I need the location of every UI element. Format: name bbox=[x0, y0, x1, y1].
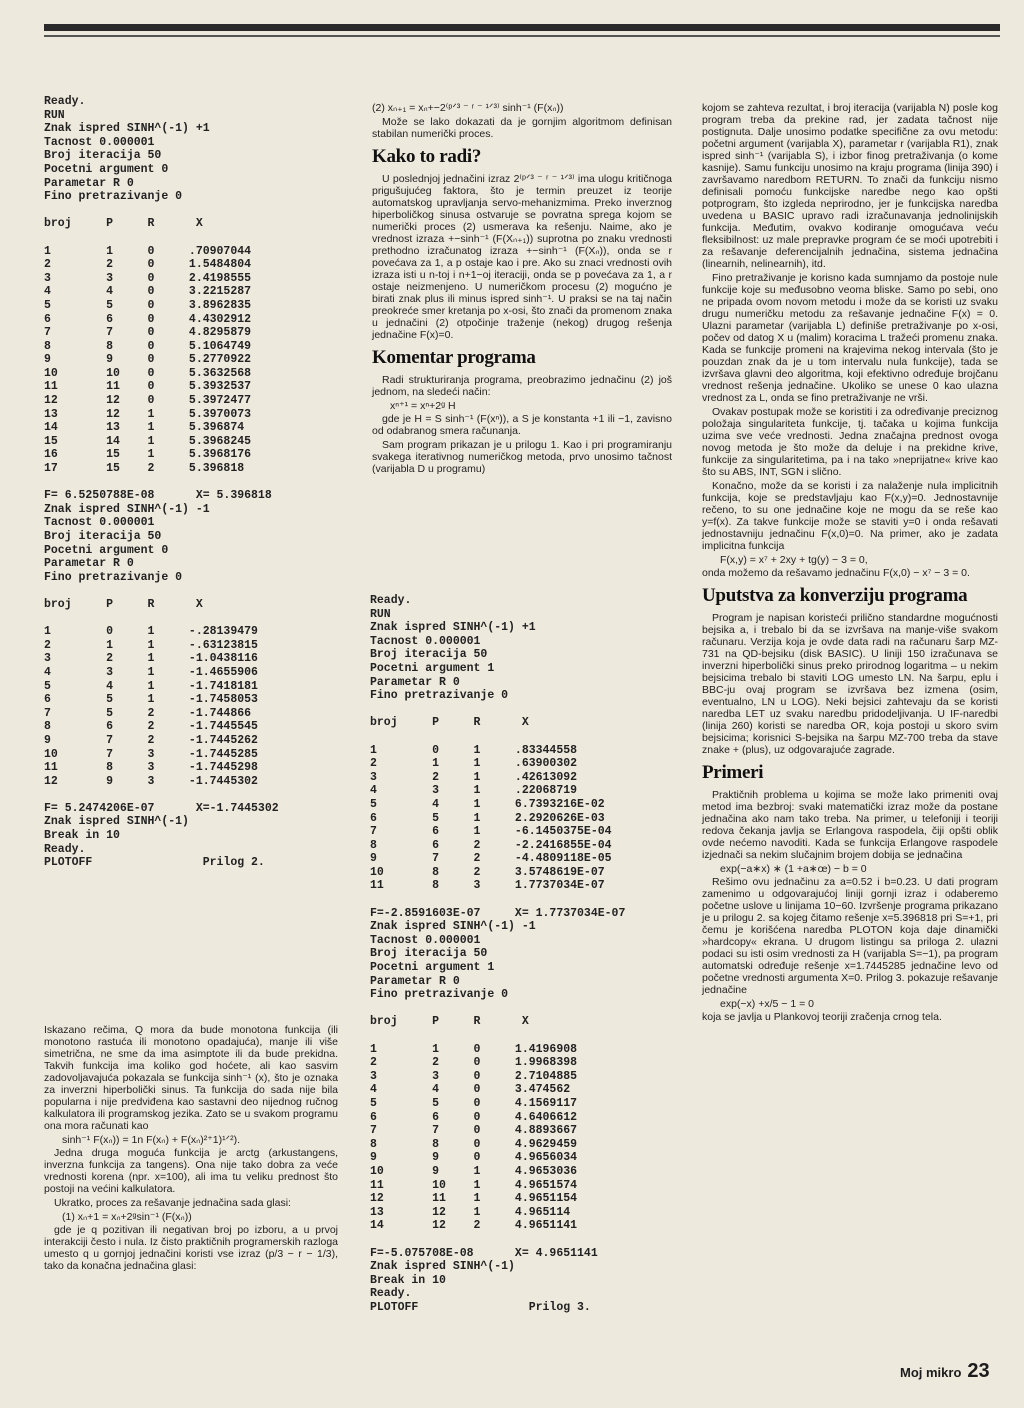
listing-line: Parametar R 0 bbox=[370, 974, 460, 988]
listing-line bbox=[44, 788, 344, 802]
listing-line: 4 3 1 .22068719 bbox=[370, 784, 578, 798]
listing-line: Ready. bbox=[370, 594, 412, 607]
listing-line: 7 6 1 -6.1450375E-04 bbox=[370, 825, 612, 839]
listing-line: 12 9 3 -1.7445302 bbox=[44, 774, 258, 788]
listing-line: 1 1 0 .70907044 bbox=[44, 244, 252, 258]
listing-line: 12 11 1 4.9651154 bbox=[370, 1192, 578, 1206]
listing-line: Broj iteracija 50 bbox=[370, 947, 488, 961]
listing-line: 9 7 2 -1.7445262 bbox=[44, 733, 258, 747]
listing-line: broj P R X bbox=[370, 1015, 529, 1029]
listing-line: Break in 10 bbox=[370, 1273, 446, 1287]
page-number: 23 bbox=[967, 1360, 990, 1382]
listing-line: 1 1 0 1.4196908 bbox=[370, 1042, 578, 1056]
listing-line bbox=[44, 204, 344, 218]
listing-line: 2 1 1 -.63123815 bbox=[44, 638, 258, 652]
listing-line: 5 4 1 6.7393216E-02 bbox=[370, 797, 605, 811]
listing-line: Tacnost 0.000001 bbox=[370, 933, 481, 947]
listing-line: Tacnost 0.000001 bbox=[44, 516, 155, 530]
listing-line: Pocetni argument 0 bbox=[44, 162, 169, 176]
listing-line: 7 7 0 4.8893667 bbox=[370, 1124, 578, 1138]
listing-line: 8 6 2 -1.7445545 bbox=[44, 720, 258, 734]
paragraph: gde je q pozitivan ili negativan broj po izboru, a u prvoj interakciji često i nula. Iz čisto praktičnih programerskih razloga umesto q u gornjoj jednačini koristi vse izraz (p/3 − r − 1/3), tako da konačna jednačina glasi: bbox=[44, 1224, 338, 1272]
listing-line bbox=[44, 476, 344, 490]
listing-line: 6 5 1 -1.7458053 bbox=[44, 693, 258, 707]
paragraph: Jedna druga moguća funkcija je arctg (arkustangens, inverzna funkcija za tangens). Ona nije tako dobra za veće vrednosti korena (npr. x=100), ali ima tu veliku prednost što postoji na većini kalkulatora. bbox=[44, 1147, 338, 1195]
paragraph: Rešimo ovu jednačinu za a=0.52 i b=0.23. U dati program zamenimo u odgovarajućoj liniji gornji izraz i odaberemo početne uslove u linijama 10−60. Izvršenje programa prikazano je u prilogu 2. sa kojeg čitamo rešenje x=5.396818 pri S=+1, pri čemu je korišćena naredba PLOTON koja daje dinamički »hardcopy« ekrana. U drugom listingu sa priloga 2. ulazni podaci su isti osim vrednosti za H (varijabla S=−1), pa program automatski određuje rešenje x=1.7445285 jednačine levo od početne vrednosti argumenta X=0. Prilog 3. pokazuje rešavanje jednačine bbox=[702, 876, 998, 996]
listing-line: 13 12 1 4.965114 bbox=[370, 1205, 571, 1219]
equation: (2) xₙ₊₁ = xₙ+−2⁽ᵖᐟ³ ⁻ ʳ ⁻ ¹ᐟ³⁾ sinh⁻¹ (F(xₙ)) bbox=[372, 102, 564, 114]
listing-line: 11 10 1 4.9651574 bbox=[370, 1178, 578, 1192]
listing-line: 17 15 2 5.396818 bbox=[44, 462, 245, 476]
listing-line: F= 6.5250788E-08 X= 5.396818 bbox=[44, 489, 272, 503]
listing-line: Fino pretrazivanje 0 bbox=[370, 988, 509, 1002]
listing-line: 4 4 0 3.474562 bbox=[370, 1083, 571, 1097]
listing-line: RUN bbox=[370, 607, 391, 621]
listing-line: Ready. bbox=[44, 95, 86, 108]
listing-line: Znak ispred SINH^(-1) bbox=[370, 1260, 515, 1274]
listing-line: Znak ispred SINH^(-1) +1 bbox=[44, 122, 210, 136]
listing-line: 9 7 2 -4.4809118E-05 bbox=[370, 852, 612, 866]
listing-line: Znak ispred SINH^(-1) -1 bbox=[370, 920, 536, 934]
equation: xⁿ⁺¹ = xⁿ+2ᵍ H bbox=[390, 400, 456, 412]
paragraph: onda možemo da rešavamo jednačinu F(x,0) − x⁷ − 3 = 0. bbox=[702, 567, 970, 579]
listing-line: Pocetni argument 1 bbox=[370, 661, 495, 675]
column-3-text bbox=[702, 102, 998, 1025]
listing-line: Tacnost 0.000001 bbox=[44, 135, 155, 149]
paragraph: kojom se zahteva rezultat, i broj iteracija (varijabla N) posle kog program treba da prekine rad, jer zadata tačnost nije postignuta. Dalje unosimo podatke specifične za ovu metodu: početni argument (varijabla X), parametar r (varijabla R1), znak ispred sinh⁻¹ (varijabla S), i izbor finog pretraživanja (o kome kasnije). Samu funkciju unosimo na kraju programa (linija 390) i završavamo naredbom RETURN. To znači da funkciju nismo definisali pomoću funkcijske naredbe nego kao opšti potprogram, što izgleda neprirodno, jer je funkcijska naredba uvedena u BASIC upravo radi izračunavanja jednolinijskih funkcija. Međutim, ovakvo kodiranje omogućava veću fleksibilnost: uz male prepravke program će se moći upotrebiti i za rešavanje deferencijalnih jednačina, sistema jednačina (linearnih, nelinearnih), itd. bbox=[702, 102, 998, 270]
listing-line: 11 11 0 5.3932537 bbox=[44, 380, 252, 394]
listing-line: 1 0 1 -.28139479 bbox=[44, 625, 258, 639]
paragraph: U poslednjoj jednačini izraz 2⁽ᵖᐟ³ ⁻ ʳ ⁻ ¹ᐟ³⁾ ima ulogu kritičnoga prigušujućeg faktora, što je termin preuzet iz teorije automatskog upravljanja servo-mehanizmima. Preko inverznog hiperboličkog sinusa ostvaruje se povratna sprega kojom se numerički proces (2) usmerava ka rešenju. Naime, ako je vrednost izraza +−sinh⁻¹ (F(Xₙ₊₁)) suprotna po znaku vrednosti prethodno izračunatog izraza +−sinh⁻¹ (F(Xₙ)), onda se r povećava za 1, a p ostaje kao i pre. Ako su znaci vrednosti ovih izraza isti u n-toj i n+1−oj iteraciji, onda se p povećava za 1, a r ostaje neizmenjeno. U numeričkom procesu (2) mogućno je birati znak plus ili minus ispred sinh⁻¹. U praksi se na taj način preokreće smer kretanja po x-osi, što znači da promenom znaka u jednačini (2) otpočinje traženje (nekog) drugog rešenja jednačine F(x)=0. bbox=[372, 173, 672, 341]
listing-line: Znak ispred SINH^(-1) bbox=[44, 815, 189, 829]
listing-line bbox=[370, 703, 670, 717]
listing-line: F=-2.8591603E-07 X= 1.7737034E-07 bbox=[370, 906, 626, 920]
listing-line: 4 4 0 3.2215287 bbox=[44, 285, 252, 299]
listing-line: Znak ispred SINH^(-1) -1 bbox=[44, 502, 210, 516]
column-2-text bbox=[372, 102, 672, 477]
listing-line: Parametar R 0 bbox=[370, 675, 460, 689]
column-1-text bbox=[44, 1024, 338, 1274]
equation: exp(−a∗x) ∗ (1 +a∗œ) − b = 0 bbox=[720, 863, 867, 875]
listing-line: Broj iteracija 50 bbox=[44, 149, 162, 163]
listing-line: PLOTOFF Prilog 3. bbox=[370, 1300, 591, 1314]
listing-line: 5 5 0 4.1569117 bbox=[370, 1096, 578, 1110]
listing-line: 12 12 0 5.3972477 bbox=[44, 394, 252, 408]
listing-line: 7 5 2 -1.744866 bbox=[44, 706, 252, 720]
listing-prilog-3 bbox=[370, 594, 670, 1314]
paragraph: Iskazano rečima, Q mora da bude monotona funkcija (ili monotono rastuća ili monotono opadajuća), manje ili više simetrična, ne sme da ima asimptote ili da bude prekidna. Takvih funkcija ima koliko god hoćete, ali kao sasvim zadovoljavajuća pokazala se funkcija sinh⁻¹ (x), što je oznaka za inverzni hiperbolički sinus. Ta funkcija do sada nije bila popularna i nije predviđena kao sastavni deo nijednog ručnog kalkulatora ili programskog jezika. Zato se u svakom programu ona mora računati kao bbox=[44, 1024, 338, 1132]
listing-line: 2 2 0 1.9968398 bbox=[370, 1056, 578, 1070]
listing-line: 6 5 1 2.2920626E-03 bbox=[370, 811, 605, 825]
listing-line bbox=[44, 231, 344, 245]
section-heading-komentar: Komentar programa bbox=[372, 347, 536, 368]
listing-line: 5 4 1 -1.7418181 bbox=[44, 679, 258, 693]
listing-line: Fino pretrazivanje 0 bbox=[44, 190, 183, 204]
listing-line: Parametar R 0 bbox=[44, 176, 134, 190]
listing-line: Parametar R 0 bbox=[44, 557, 134, 571]
section-heading-primeri: Primeri bbox=[702, 762, 764, 783]
listing-line: 14 13 1 5.396874 bbox=[44, 421, 245, 435]
listing-line: 14 12 2 4.9651141 bbox=[370, 1219, 578, 1233]
paragraph: Ukratko, proces za rešavanje jednačina sada glasi: bbox=[54, 1197, 291, 1209]
paragraph: Praktičnih problema u kojima se može lako primeniti ovaj metod ima bezbroj: svaki matematički izraz može da postane jednačina ako nam tako treba. Na primer, u telefoniji i teoriji redova čekanja javlja se Erlangova raspodela, čiji opšti oblik ovde nećemo navoditi. Kada se funkcija Erlangove raspodele izjednači sa nekim slučajnim brojem dobija se jednačina bbox=[702, 789, 998, 861]
listing-line: broj P R X bbox=[44, 217, 203, 231]
paragraph: Sam program prikazan je u prilogu 1. Kao i pri programiranju svakega iterativnog numeričkog metoda, prvo unosimo tačnost (varijabla D u programu) bbox=[372, 439, 672, 475]
paragraph: Može se lako dokazati da je gornjim algoritmom definisan stabilan numerički proces. bbox=[372, 116, 672, 140]
listing-line: Znak ispred SINH^(-1) +1 bbox=[370, 621, 536, 635]
listing-prilog-2 bbox=[44, 95, 344, 870]
listing-line: Ready. bbox=[44, 842, 86, 856]
listing-line: 2 2 0 1.5484804 bbox=[44, 258, 252, 272]
listing-line: 6 6 0 4.6406612 bbox=[370, 1110, 578, 1124]
listing-line: Broj iteracija 50 bbox=[44, 530, 162, 543]
equation: sinh⁻¹ F(xₙ)) = 1n F(xₙ) + F(xₙ)²⁺1)¹ᐟ²). bbox=[62, 1134, 240, 1146]
listing-line: 3 2 1 .42613092 bbox=[370, 770, 578, 784]
page-footer bbox=[900, 1360, 990, 1383]
listing-line: 6 6 0 4.4302912 bbox=[44, 312, 252, 326]
paragraph: Konačno, može da se koristi i za nalaženje nula implicitnih funkcija, koje se predstavljaju kao F(x,y)=0. Jednostavnije rečeno, to su one jednačine koje ne mogu da se reše kao y=f(x). Za takve funkcije može se staviti y=0 i onda rešavati jednostavniju jednačinu F(x,0)=0. Na primer, ako je zadata implicitna funkcija bbox=[702, 480, 998, 552]
listing-line: 9 9 0 4.9656034 bbox=[370, 1151, 578, 1165]
listing-line: Broj iteracija 50 bbox=[370, 648, 488, 662]
listing-line: F= 5.2474206E-07 X=-1.7445302 bbox=[44, 801, 279, 815]
listing-line bbox=[370, 730, 670, 744]
listing-line: 8 8 0 4.9629459 bbox=[370, 1137, 578, 1151]
listing-line: 3 3 0 2.7104885 bbox=[370, 1069, 578, 1083]
listing-line: 2 1 1 .63900302 bbox=[370, 757, 578, 771]
listing-line: 9 9 0 5.2770922 bbox=[44, 353, 252, 367]
equation: exp(−x) +x/5 − 1 = 0 bbox=[720, 998, 814, 1010]
listing-line: 3 3 0 2.4198555 bbox=[44, 271, 252, 285]
header-rule bbox=[44, 24, 1000, 31]
magazine-name: Moj mikro bbox=[900, 1365, 962, 1380]
listing-line bbox=[44, 584, 344, 598]
listing-line: 10 10 0 5.3632568 bbox=[44, 366, 252, 380]
listing-line: 10 8 2 3.5748619E-07 bbox=[370, 865, 605, 879]
paragraph: Program je napisan koristeći prilično standardne mogućnosti bejsika a, i trebalo bi da se izvršava na manje-više svakom računaru. Verzija koja je ovde data radi na računaru šarp MZ-731 na QD-bejsiku (disk BASIC). U liniji 150 izračunava se inverzni hiperbolički sinus preko prirodnog logaritma – u nekim bejsicima trebalo bi staviti LOG umesto LN. Na šarpu, eplu i BBC-ju ovaj program se izvršava bez izmena (osim, eventualno, LN u LOG). Neki bejsici zahtevaju da se koristi naredba LET uz svaku naredbu pridodeljivanja. U IF-naredbi (linija 260) koristi se naredba OR, koja postoji u skoro svim bejsicima; korisnici S-bejsika na šarpu MZ-700 treba da stave znake + (plus), uz odgovarajuće zagrade. bbox=[702, 612, 998, 756]
paragraph: koja se javlja u Plankovoj teoriji zračenja crnog tela. bbox=[702, 1011, 942, 1023]
paragraph: Ovakav postupak može se koristiti i za određivanje preciznog položaja singulariteta funkcije, tj. tačaka u kojima funkcija uzima sve veće vrednosti. Jedna značajna prednost ovoga novog metoda je što može da deluje i na prekidne krive, funkcije za singularitetima, pa i na tako »neprijatne« krive kao što su ABS, INT, SGN i slično. bbox=[702, 406, 998, 478]
listing-line: 10 7 3 -1.7445285 bbox=[44, 747, 258, 761]
listing-line: 3 2 1 -1.0438116 bbox=[44, 652, 258, 666]
listing-line: F=-5.075708E-08 X= 4.9651141 bbox=[370, 1246, 598, 1260]
listing-line: Fino pretrazivanje 0 bbox=[44, 570, 183, 584]
listing-line: RUN bbox=[44, 108, 65, 122]
listing-line: broj P R X bbox=[370, 716, 529, 730]
listing-line: 10 9 1 4.9653036 bbox=[370, 1164, 578, 1178]
section-heading-kako: Kako to radi? bbox=[372, 146, 482, 167]
listing-line: Fino pretrazivanje 0 bbox=[370, 689, 509, 703]
paragraph: Radi strukturiranja programa, preobrazimo jednačinu (2) još jednom, na sledeći način: bbox=[372, 374, 672, 398]
equation: (1) xₙ+1 = xₙ+2ᵍsin⁻¹ (F(xₙ)) bbox=[62, 1211, 192, 1223]
equation: F(x,y) = x⁷ + 2xy + tg(y) − 3 = 0, bbox=[720, 554, 868, 566]
listing-line: Ready. bbox=[370, 1287, 412, 1301]
listing-line bbox=[370, 1233, 670, 1247]
listing-line: 8 6 2 -2.2416855E-04 bbox=[370, 838, 612, 852]
listing-line: Pocetni argument 1 bbox=[370, 961, 495, 975]
listing-line bbox=[370, 1002, 670, 1016]
listing-line: 11 8 3 -1.7445298 bbox=[44, 761, 258, 775]
listing-line: Pocetni argument 0 bbox=[44, 543, 169, 557]
paragraph: gde je H = S sinh⁻¹ (F(xⁿ)), a S je konstanta +1 ili −1, zavisno od odabranog smera računanja. bbox=[372, 413, 672, 437]
listing-line: 1 0 1 .83344558 bbox=[370, 743, 578, 757]
listing-line bbox=[44, 612, 344, 626]
listing-line: 5 5 0 3.8962835 bbox=[44, 298, 252, 312]
listing-line: 11 8 3 1.7737034E-07 bbox=[370, 879, 605, 893]
paragraph: Fino pretraživanje je korisno kada sumnjamo da postoje nule funkcije koje su međusobno veoma bliske. Samo po sebi, ono ne pripada ovom novom metodu i može da se koristi uz svaku drugu numeričku metodu za rešavanje jednačine F(x) = 0. Ulazni parametar (varijabla L) definiše pretraživanje po x-osi, počev od datog X u (malim) koracima L tražeći promenu znaka. Kada se funkcije promeni na krajevima nekog intervala (što je pouzdan znak da je u tom intervalu nula funkcije), tada se izvršava glavni deo algoritma, koji efektivno određuje brojčanu vrednost rešenja jednačine. Ukoliko se unese 0 kao ulazna vrednost za L, onda se fino pretraživanje ne vrši. bbox=[702, 272, 998, 404]
listing-line: 7 7 0 4.8295879 bbox=[44, 326, 252, 340]
listing-line: PLOTOFF Prilog 2. bbox=[44, 856, 265, 870]
listing-line bbox=[370, 1029, 670, 1043]
listing-line: 16 15 1 5.3968176 bbox=[44, 448, 252, 462]
listing-line: broj P R X bbox=[44, 597, 203, 611]
listing-line: Tacnost 0.000001 bbox=[370, 634, 481, 648]
listing-line bbox=[370, 893, 670, 907]
header-rule-thin bbox=[44, 35, 1000, 37]
listing-line: 8 8 0 5.1064749 bbox=[44, 339, 252, 353]
listing-line: Break in 10 bbox=[44, 829, 120, 843]
section-heading-uputstva: Uputstva za konverziju programa bbox=[702, 585, 968, 606]
listing-line: 15 14 1 5.3968245 bbox=[44, 434, 252, 448]
listing-line: 4 3 1 -1.4655906 bbox=[44, 665, 258, 679]
listing-line: 13 12 1 5.3970073 bbox=[44, 407, 252, 421]
